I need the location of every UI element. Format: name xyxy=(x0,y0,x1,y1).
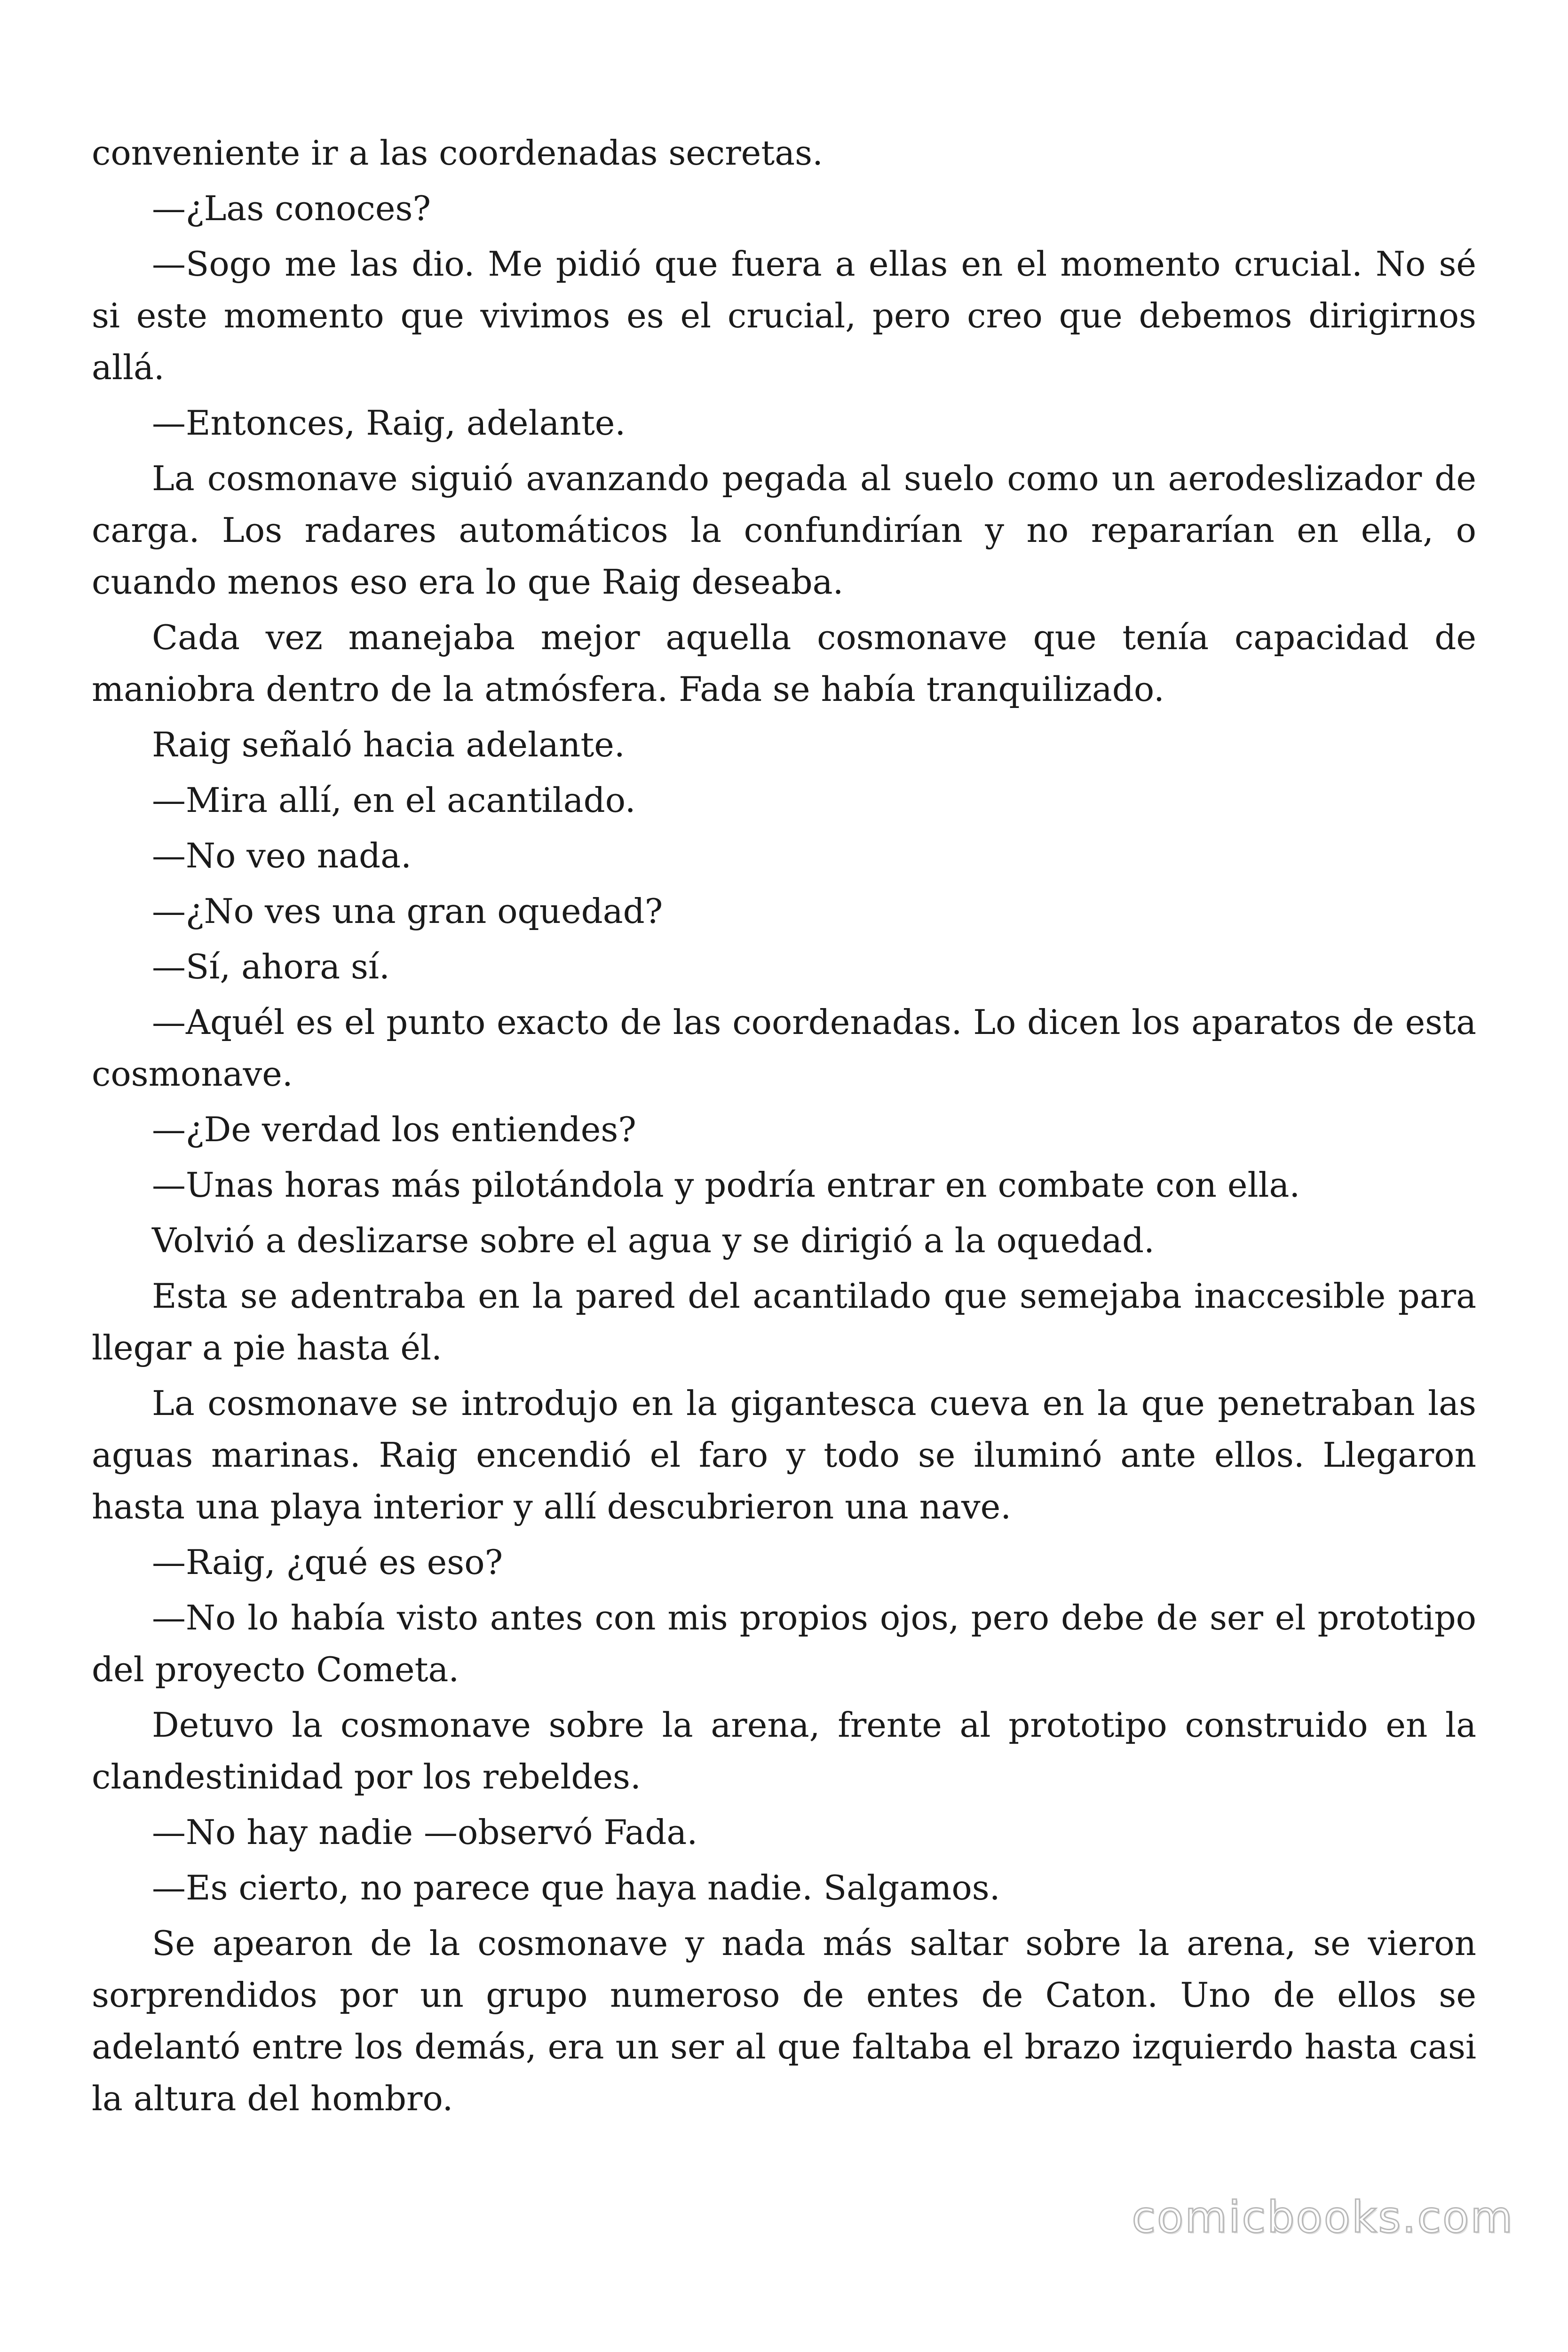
paragraph: —¿De verdad los entiendes? xyxy=(152,1110,636,1149)
body-text xyxy=(92,127,1476,2124)
paragraph: —¿No ves una gran oquedad? xyxy=(152,891,663,931)
paragraph: conveniente ir a las coordenadas secretas. xyxy=(92,133,823,173)
paragraph: —Mira allí, en el acantilado. xyxy=(152,780,636,820)
paragraph: Volvió a deslizarse sobre el agua y se dirigió a la oquedad. xyxy=(152,1221,1155,1260)
paragraph: —No lo había visto antes con mis propios ojos, pero debe de ser el prototipo del proyecto Cometa. xyxy=(92,1598,1476,1689)
paragraph: —Sogo me las dio. Me pidió que fuera a ellas en el momento crucial. No sé si este momento que vivimos es el crucial, pero creo que debemos dirigirnos allá. xyxy=(92,244,1476,387)
paragraph: —Aquél es el punto exacto de las coordenadas. Lo dicen los aparatos de esta cosmonave. xyxy=(92,1002,1476,1094)
paragraph: La cosmonave siguió avanzando pegada al suelo como un aerodeslizador de carga. Los radares automáticos la confundirían y no repararían en ella, o cuando menos eso era lo que Raig deseaba. xyxy=(92,459,1476,602)
paragraph: Detuvo la cosmonave sobre la arena, frente al prototipo construido en la clandestinidad por los rebeldes. xyxy=(92,1705,1476,1796)
paragraph: Cada vez manejaba mejor aquella cosmonave que tenía capacidad de maniobra dentro de la atmósfera. Fada se había tranquilizado. xyxy=(92,618,1476,709)
paragraph: —No hay nadie —observó Fada. xyxy=(152,1812,698,1852)
paragraph: —Es cierto, no parece que haya nadie. Salgamos. xyxy=(152,1868,1000,1907)
paragraph: —Raig, ¿qué es eso? xyxy=(152,1542,503,1582)
paragraph: Esta se adentraba en la pared del acantilado que semejaba inaccesible para llegar a pie hasta él. xyxy=(92,1276,1476,1367)
paragraph: —Sí, ahora sí. xyxy=(152,947,390,986)
paragraph: —¿Las conoces? xyxy=(152,189,431,228)
paragraph: —Unas horas más pilotándola y podría entrar en combate con ella. xyxy=(152,1165,1300,1205)
paragraph: La cosmonave se introdujo en la gigantesca cueva en la que penetraban las aguas marinas. Raig encendió el faro y todo se iluminó ante ellos. Llegaron hasta una playa interior y allí descubrieron una nave. xyxy=(92,1383,1476,1526)
paragraph: —Entonces, Raig, adelante. xyxy=(152,403,626,443)
paragraph: —No veo nada. xyxy=(152,836,412,875)
watermark: comicbooks.com xyxy=(1132,2192,1514,2242)
paragraph: Raig señaló hacia adelante. xyxy=(152,725,625,764)
paragraph: Se apearon de la cosmonave y nada más saltar sobre la arena, se vieron sorprendidos por un grupo numeroso de entes de Caton. Uno de ellos se adelantó entre los demás, era un ser al que faltaba el brazo izquierdo hasta casi la altura del hombro. xyxy=(92,1923,1476,2118)
